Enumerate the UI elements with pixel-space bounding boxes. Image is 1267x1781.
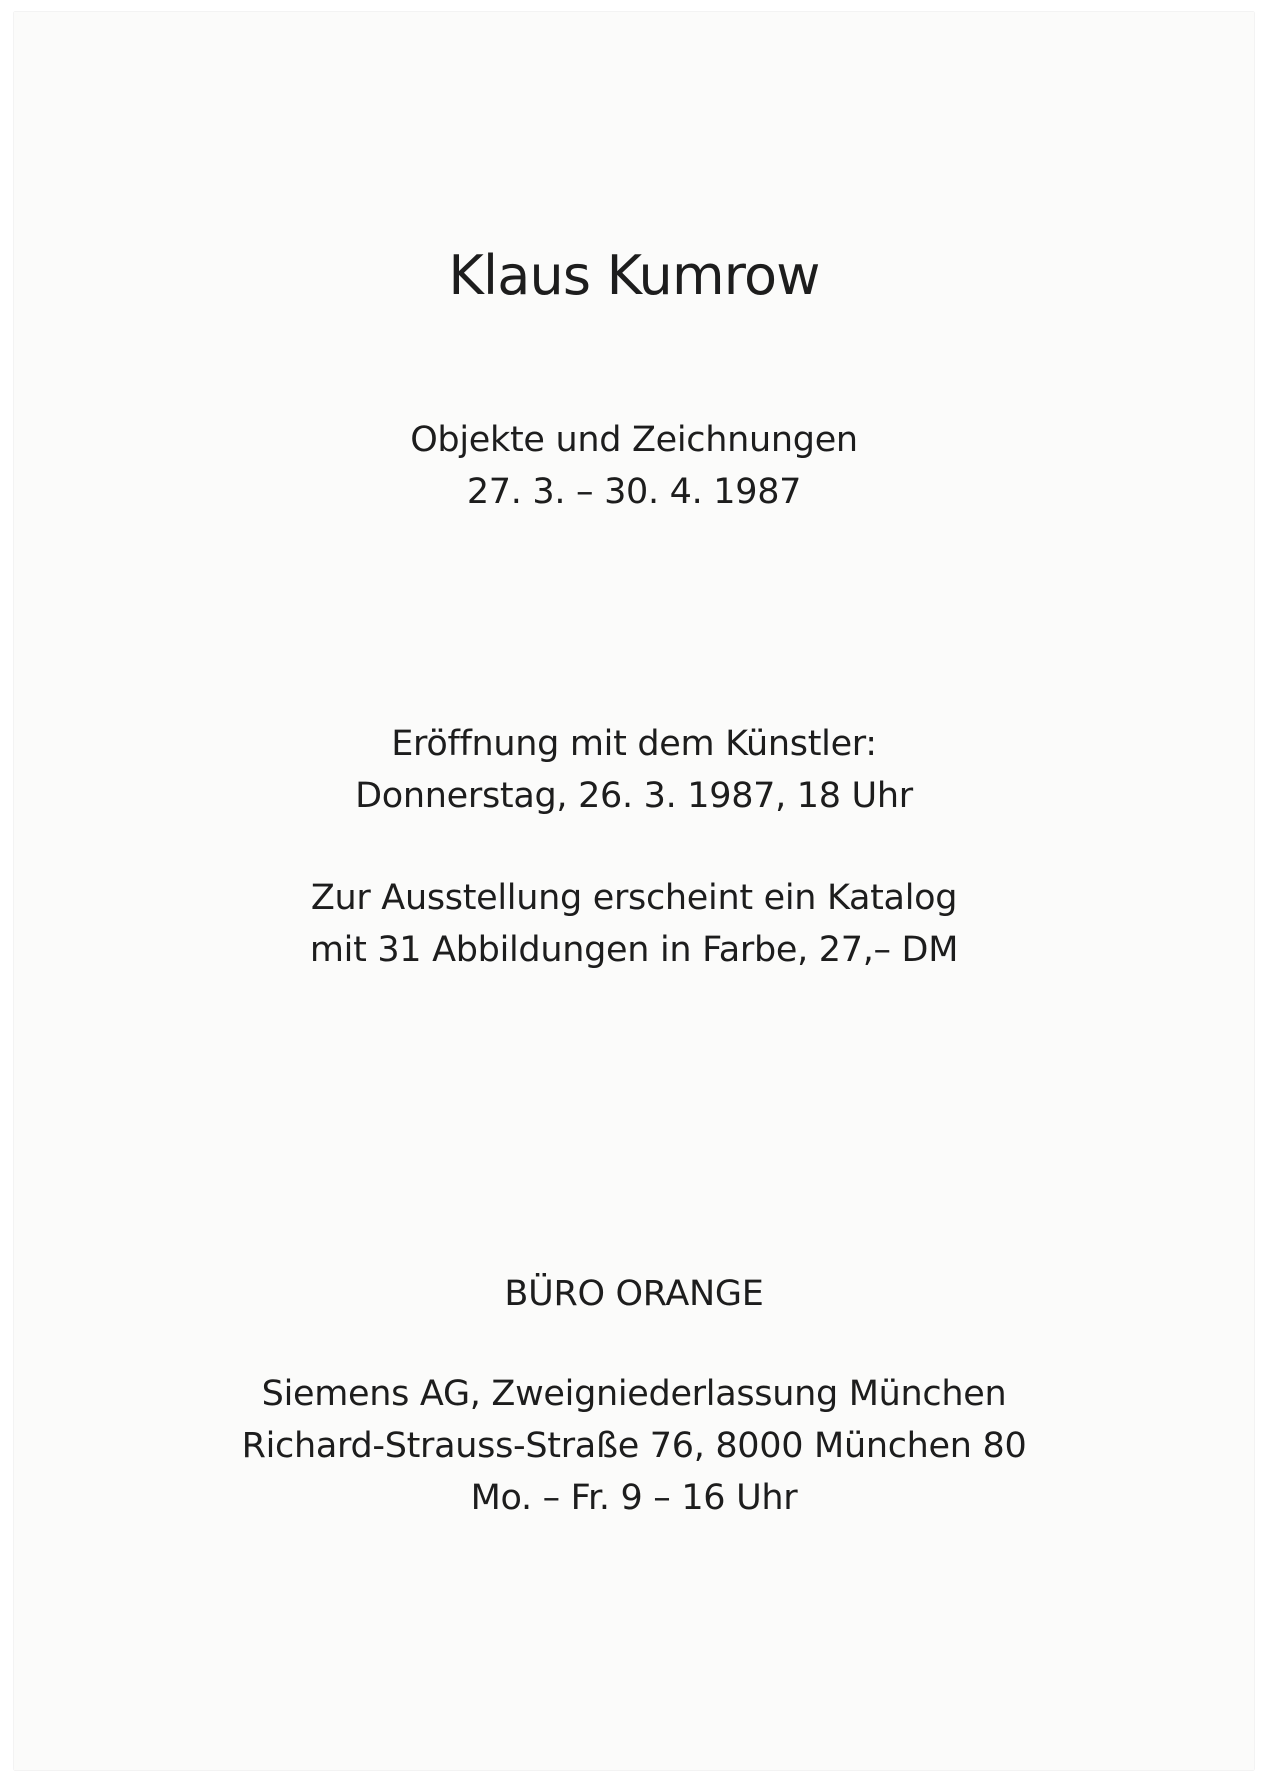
invitation-card xyxy=(14,12,1254,1770)
venue-company: Siemens AG, Zweigniederlassung München xyxy=(261,1374,1007,1414)
opening-heading: Eröffnung mit dem Künstler: xyxy=(391,724,877,764)
venue-address: Richard-Strauss-Straße 76, 8000 München 80 xyxy=(241,1426,1027,1466)
exhibition-subtitle: Objekte und Zeichnungen xyxy=(410,420,858,460)
exhibition-dates: 27. 3. – 30. 4. 1987 xyxy=(466,472,802,512)
venue-name: BÜRO ORANGE xyxy=(504,1274,764,1314)
catalog-line-2: mit 31 Abbildungen in Farbe, 27,– DM xyxy=(309,930,959,970)
opening-datetime: Donnerstag, 26. 3. 1987, 18 Uhr xyxy=(355,776,913,816)
catalog-line-1: Zur Ausstellung erscheint ein Katalog xyxy=(310,878,958,918)
artist-name: Klaus Kumrow xyxy=(448,244,820,307)
venue-hours: Mo. – Fr. 9 – 16 Uhr xyxy=(470,1478,798,1518)
